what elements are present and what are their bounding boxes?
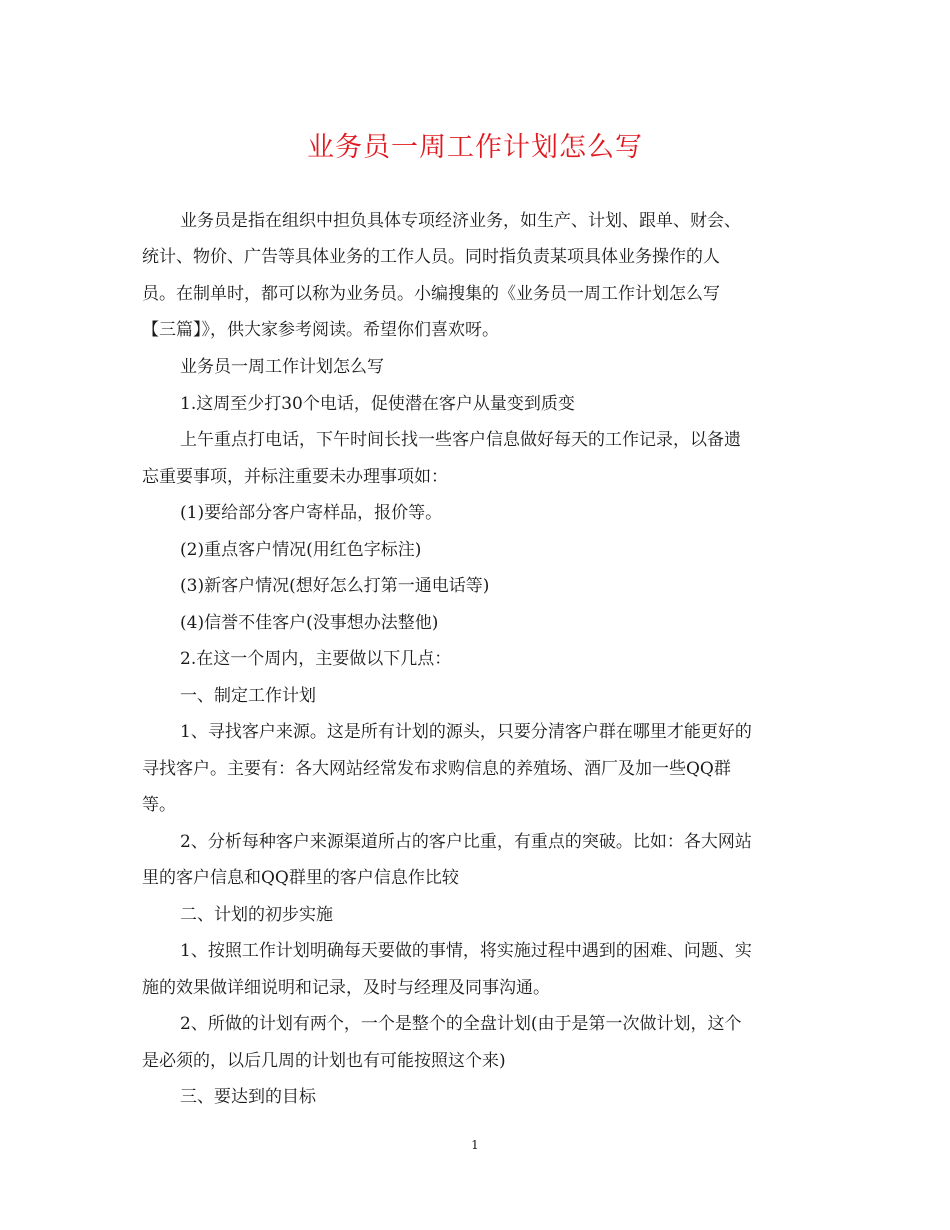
body-line: 三、要达到的目标 bbox=[180, 1087, 316, 1107]
page-number: 1 bbox=[471, 1138, 479, 1152]
body-line: 是必须的，以后几周的计划也有可能按照这个来) bbox=[142, 1051, 506, 1071]
body-line: 统计、物价、广告等具体业务的工作人员。同时指负责某项具体业务操作的人 bbox=[142, 247, 720, 267]
body-line: 等。 bbox=[142, 795, 176, 815]
body-line: 1、按照工作计划明确每天要做的事情，将实施过程中遇到的困难、问题、实 bbox=[180, 941, 752, 961]
body-line: (3)新客户情况(想好怎么打第一通电话等) bbox=[180, 576, 490, 596]
body-line: 2.在这一个周内，主要做以下几点： bbox=[180, 649, 452, 669]
body-line: 员。在制单时，都可以称为业务员。小编搜集的《业务员一周工作计划怎么写 bbox=[142, 284, 720, 304]
body-line: 【三篇】》，供大家参考阅读。希望你们喜欢呀。 bbox=[142, 320, 499, 340]
body-line: 里的客户信息和QQ群里的客户信息作比较 bbox=[142, 868, 459, 888]
body-line: (2)重点客户情况(用红色字标注) bbox=[180, 540, 422, 560]
body-line: 2、所做的计划有两个，一个是整个的全盘计划(由于是第一次做计划，这个 bbox=[180, 1014, 742, 1034]
body-line: 一、制定工作计划 bbox=[180, 686, 316, 706]
body-line: 业务员一周工作计划怎么写 bbox=[180, 357, 384, 377]
body-line: (1)要给部分客户寄样品，报价等。 bbox=[180, 503, 443, 523]
body-line: 1.这周至少打30个电话，促使潜在客户从量变到质变 bbox=[180, 394, 575, 414]
body-line: 寻找客户。主要有：各大网站经常发布求购信息的养殖场、酒厂及加一些QQ群 bbox=[142, 759, 731, 779]
body-line: 二、计划的初步实施 bbox=[180, 905, 333, 925]
body-line: 施的效果做详细说明和记录，及时与经理及同事沟通。 bbox=[142, 978, 550, 998]
body-line: (4)信誉不佳客户(没事想办法整他) bbox=[180, 613, 439, 633]
document-title: 业务员一周工作计划怎么写 bbox=[307, 132, 643, 163]
body-line: 上午重点打电话，下午时间长找一些客户信息做好每天的工作记录，以备遗 bbox=[180, 430, 741, 450]
body-line: 业务员是指在组织中担负具体专项经济业务，如生产、计划、跟单、财会、 bbox=[180, 211, 741, 231]
body-line: 2、分析每种客户来源渠道所占的客户比重，有重点的突破。比如：各大网站 bbox=[180, 832, 752, 852]
body-line: 忘重要事项，并标注重要未办理事项如： bbox=[142, 467, 448, 487]
body-line: 1、寻找客户来源。这是所有计划的源头，只要分清客户群在哪里才能更好的 bbox=[180, 722, 752, 742]
